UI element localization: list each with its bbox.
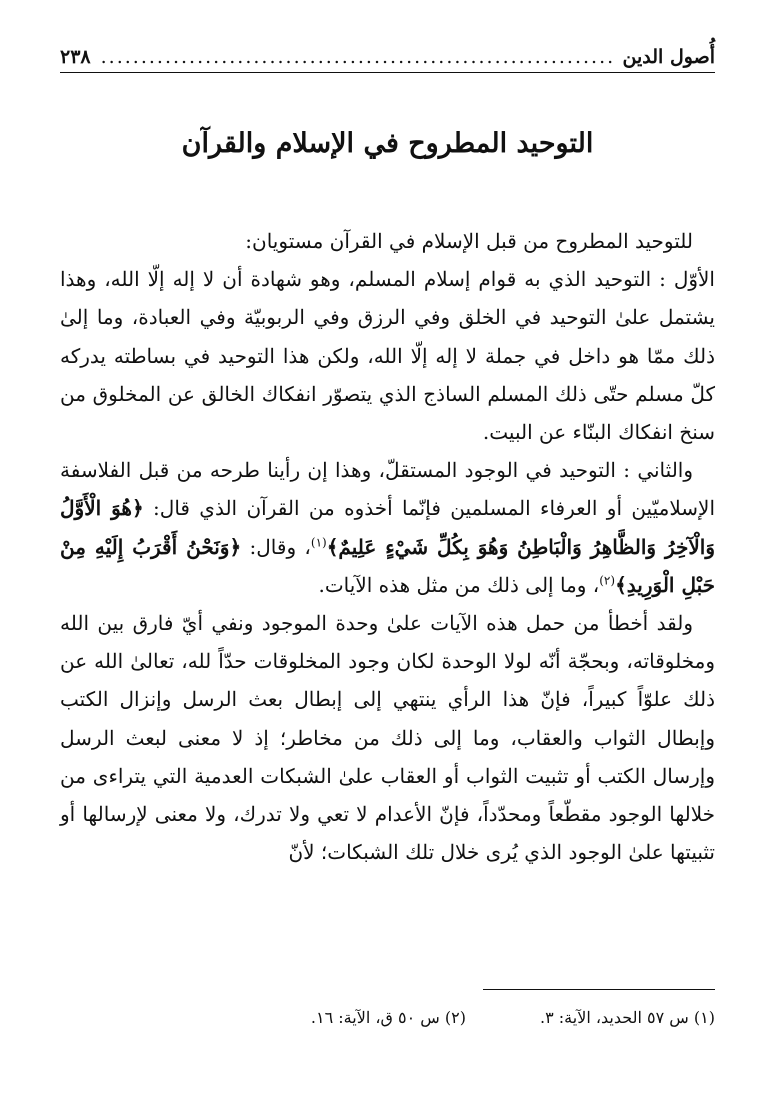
chapter-title: التوحيد المطروح في الإسلام والقرآن <box>181 128 594 159</box>
quran-verse-2: ﴿وَنَحْنُ أَقْرَبُ إِلَيْهِ مِنْ حَبْلِ الْوَرِيدِ﴾ <box>60 534 715 597</box>
header-rule <box>60 72 715 73</box>
paragraph-second-text-b: ، وقال: <box>249 534 311 559</box>
leader-dots <box>101 46 613 68</box>
paragraph-first: الأوّل : التوحيد الذي به قوام إسلام المسلم، وهو شهادة أن لا إله إلّا الله، وهذا يشتمل علىٰ التوحيد في الخلق وفي الرزق وفي الربوبيّة وفي العبادة، وما إلىٰ ذلك ممّا هو داخل في جملة لا إله إلّا الله، ولكن هذا التوحيد في بساطته يدركه كلّ مسلم حتّى ذلك المسلم الساذج الذي يتصوّر انفكاك الخالق عن المخلوق من سنخ انفكاك البنّاء عن البيت. <box>60 267 715 445</box>
paragraph-third: ولقد أخطأ من حمل هذه الآيات علىٰ وحدة الموجود ونفي أيّ فارق بين الله ومخلوقاته، وبحجّة أنّه لولا الوحدة لكان وجود المخلوقات حدّاً لله، تعالىٰ الله عن ذلك علوّاً كبيراً، فإنّ هذا الرأي ينتهي إلى إبطال بعث الرسل وإنزال الكتب وإبطال الثواب والعقاب، وما إلى ذلك من مخاطر؛ إذ لا معنى لبعث الرسل وإرسال الكتب أو تثبيت الثواب أو العقاب علىٰ الشبكات العدمية التي يتراءى من خلالها الوجود مقطّعاً ومحدّداً، فإنّ الأعدام لا تعي ولا تدرك، ولا معنى لإرسالها أو تثبيتها علىٰ الوجود الذي يُرى خلال تلك الشبكات؛ لأنّ <box>60 611 715 865</box>
footnote-ref-1: (١) <box>310 534 327 549</box>
footnote-ref-2: (٢) <box>599 573 616 588</box>
quran-verse-1: ﴿هُوَ الْأَوَّلُ وَالْآخِرُ وَالظَّاهِرُ وَالْبَاطِنُ وَهُوَ بِكُلِّ شَيْءٍ عَلِيمٌ﴾ <box>60 496 715 559</box>
running-header <box>60 32 715 68</box>
paragraph-second-text-a: والثاني : التوحيد في الوجود المستقلّ، وهذا إن رأينا طرحه من قبل الفلاسفة الإسلاميّين أو العرفاء المسلمين فإنّما أخذوه من القرآن الذي قال: <box>60 458 715 521</box>
book-title: أُصول الدين <box>622 46 715 68</box>
body-text <box>60 222 715 871</box>
paragraph-second <box>60 451 715 604</box>
footnotes <box>60 1008 715 1027</box>
footnote-rule <box>483 989 715 990</box>
paragraph-intro: للتوحيد المطروح من قبل الإسلام في القرآن مستويان: <box>245 229 693 253</box>
footnote-2: (٢) س ٥٠ ق، الآية: ١٦. <box>310 1008 467 1027</box>
footnote-1: (١) س ٥٧ الحديد، الآية: ٣. <box>540 1008 715 1027</box>
paragraph-second-text-c: ، وما إلى ذلك من مثل هذه الآيات. <box>318 572 600 597</box>
page-number: ٢٣٨ <box>60 46 91 68</box>
